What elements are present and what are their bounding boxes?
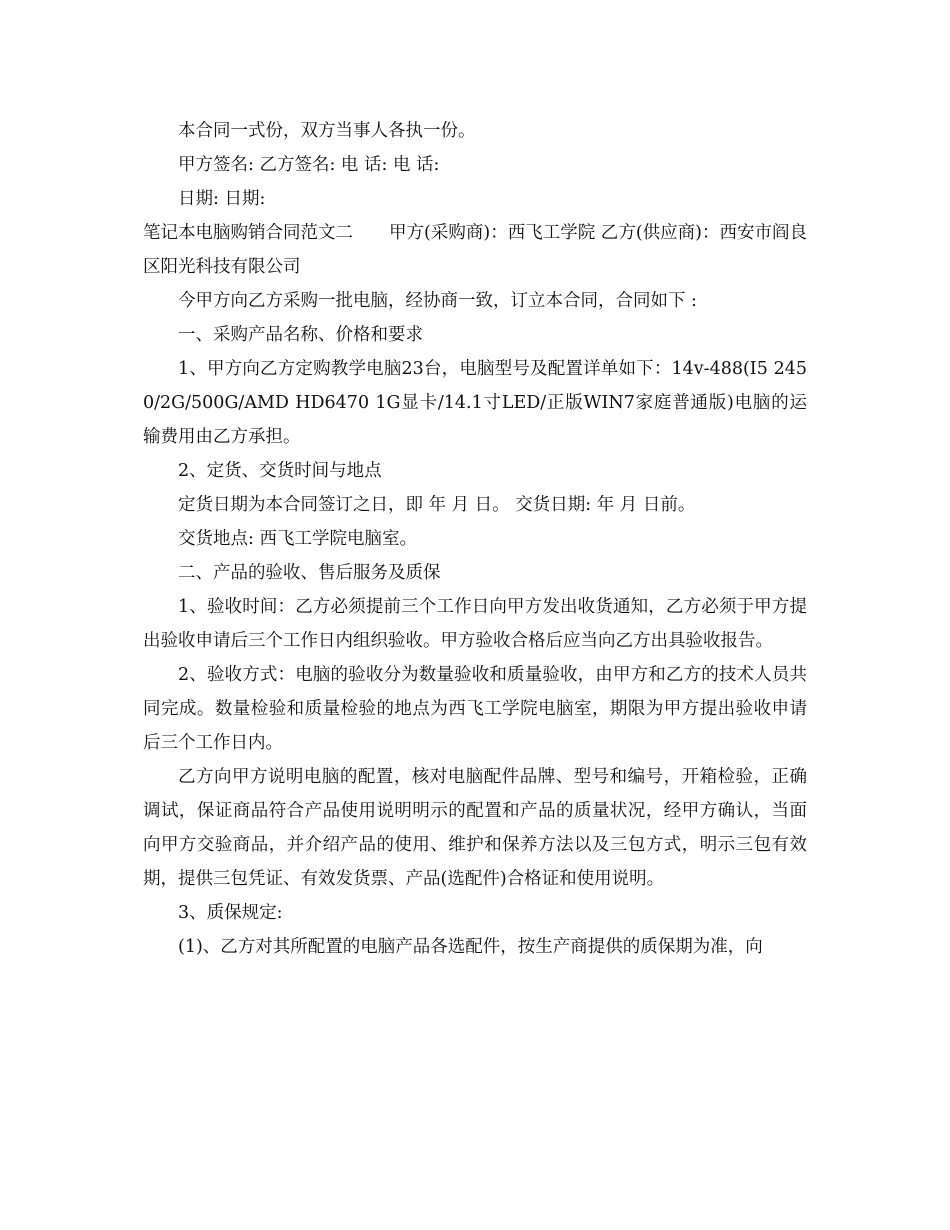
paragraph-contract-title-parties [143, 216, 807, 284]
paragraph-preamble: 今甲方向乙方采购一批电脑，经协商一致，订立本合同，合同如下 : [178, 291, 697, 311]
subheading-delivery: 2、定货、交货时间与地点 [178, 461, 382, 481]
paragraph-delivery-location: 交货地点: 西飞工学院电脑室。 [178, 529, 417, 549]
paragraph-delivery-dates: 定货日期为本合同签订之日，即 年 月 日。 交货日期: 年 月 日前。 [178, 495, 696, 515]
contract-title: 笔记本电脑购销合同范文二 [143, 223, 354, 243]
paragraph-configuration: 乙方向甲方说明电脑的配置，核对电脑配件品牌、型号和编号，开箱检验，正确调试，保证商品符合产品使用说明明示的配置和产品的质量状况，经甲方确认，当面向甲方交验商品，并介绍产品的使用、维护和保养方法以及三包方式，明示三包有效期，提供三包凭证、有效发货票、产品(选配件)合格证和使用说明。 [143, 767, 807, 889]
paragraph-acceptance-method: 2、验收方式：电脑的验收分为数量验收和质量验收，由甲方和乙方的技术人员共同完成。数量检验和质量检验的地点为西飞工学院电脑室，期限为甲方提出验收申请后三个工作日内。 [143, 665, 807, 753]
contract-parties: 甲方(采购商)：西飞工学院 乙方(供应商)：西安市阎良区阳光科技有限公司 [143, 223, 808, 277]
paragraph-signatures: 甲方签名: 乙方签名: 电 话: 电 话: [178, 155, 440, 175]
paragraph-dates: 日期: 日期: [178, 189, 266, 209]
paragraph-order-details: 1、甲方向乙方定购教学电脑23台，电脑型号及配置详单如下：14v-488(I5 2450/2G/500G/AMD HD6470 1G显卡/14.1寸LED/正版WIN7家庭普通版)电脑的运输费用由乙方承担。 [143, 359, 807, 447]
paragraph-warranty-1: (1)、乙方对其所配置的电脑产品各选配件，按生产商提供的质保期为准，向 [178, 937, 763, 957]
subheading-warranty: 3、质保规定: [178, 903, 283, 923]
section-heading-2: 二、产品的验收、售后服务及质保 [178, 563, 441, 583]
section-heading-1: 一、采购产品名称、价格和要求 [178, 325, 423, 345]
document-body [143, 114, 807, 964]
paragraph-copies: 本合同一式份，双方当事人各执一份。 [178, 121, 476, 141]
paragraph-acceptance-time: 1、验收时间：乙方必须提前三个工作日向甲方发出收货通知，乙方必须于甲方提出验收申请后三个工作日内组织验收。甲方验收合格后应当向乙方出具验收报告。 [143, 597, 807, 651]
